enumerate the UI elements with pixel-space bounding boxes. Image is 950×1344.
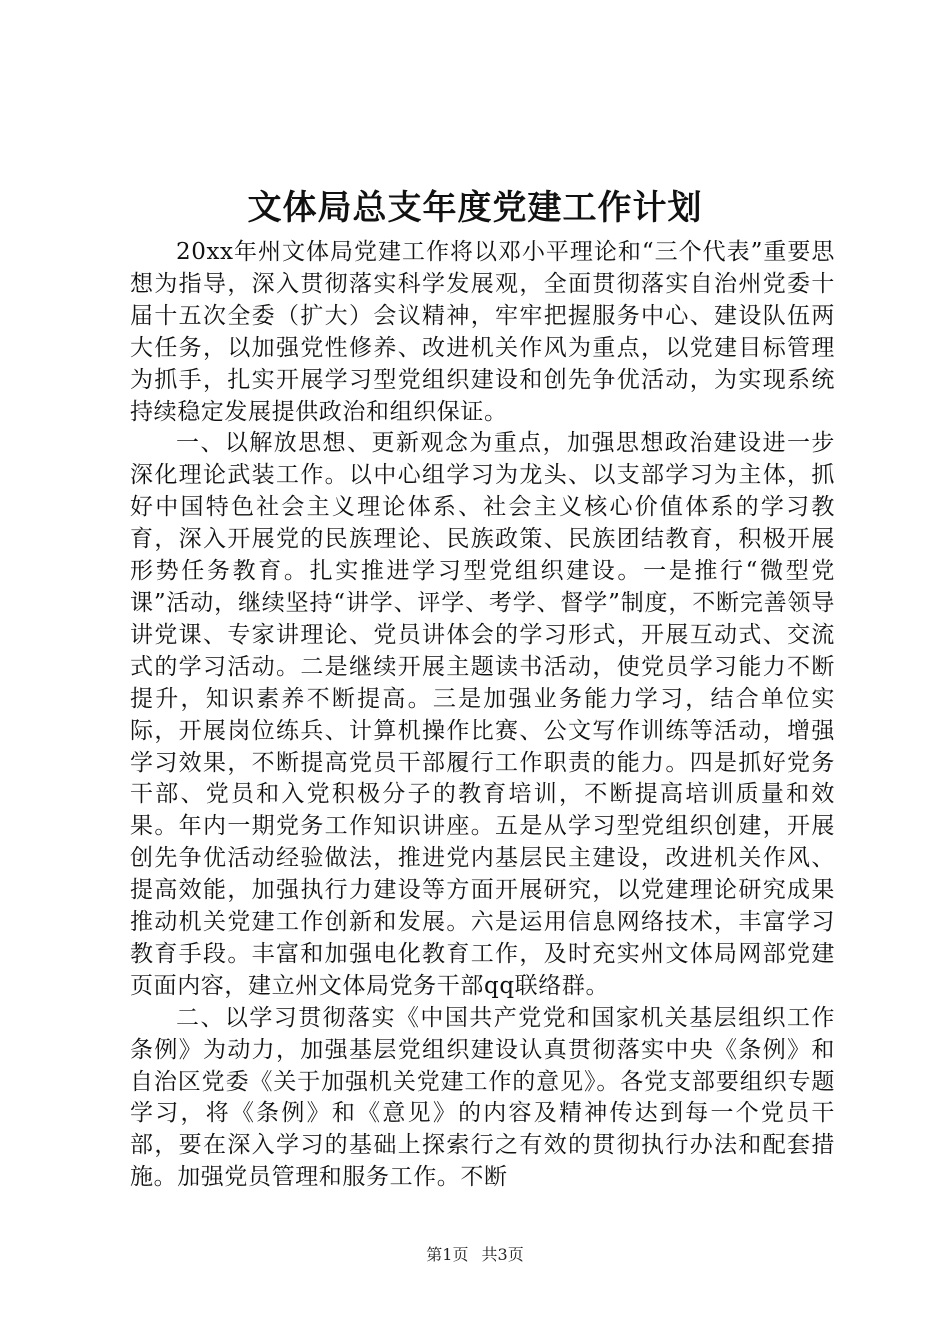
page-number: 第1页 bbox=[426, 1245, 469, 1264]
page-footer bbox=[0, 1245, 950, 1265]
paragraph-intro: 20xx年州文体局党建工作将以邓小平理论和“三个代表”重要思想为指导，深入贯彻落实科学发展观，全面贯彻落实自治州党委十届十五次全委（扩大）会议精神，牢牢把握服务中心、建设队伍两大任务，以加强党性修养、改进机关作风为重点，以党建目标管理为抓手，扎实开展学习型党组织建设和创先争优活动，为实现系统持续稳定发展提供政治和组织保证。 bbox=[130, 239, 835, 425]
page-total: 共3页 bbox=[481, 1245, 524, 1264]
document-title: 文体局总支年度党建工作计划 bbox=[247, 188, 703, 228]
paragraph-section-one: 一、以解放思想、更新观念为重点，加强思想政治建设进一步深化理论武装工作。以中心组学习为龙头、以支部学习为主体，抓好中国特色社会主义理论体系、社会主义核心价值体系的学习教育，深入开展党的民族理论、民族政策、民族团结教育，积极开展形势任务教育。扎实推进学习型党组织建设。一是推行“微型党课”活动，继续坚持“讲学、评学、考学、督学”制度，不断完善领导讲党课、专家讲理论、党员讲体会的学习形式，开展互动式、交流式的学习活动。二是继续开展主题读书活动，使党员学习能力不断提升，知识素养不断提高。三是加强业务能力学习，结合单位实际，开展岗位练兵、计算机操作比赛、公文写作训练等活动，增强学习效果，不断提高党员干部履行工作职责的能力。四是抓好党务干部、党员和入党积极分子的教育培训，不断提高培训质量和效果。年内一期党务工作知识讲座。五是从学习型党组织创建，开展创先争优活动经验做法，推进党内基层民主建设，改进机关作风、提高效能，加强执行力建设等方面开展研究，以党建理论研究成果推动机关党建工作创新和发展。六是运用信息网络技术，丰富学习教育手段。丰富和加强电化教育工作，及时充实州文体局网部党建页面内容，建立州文体局党务干部qq联络群。 bbox=[130, 430, 835, 999]
document-body bbox=[130, 237, 835, 1194]
paragraph-section-two: 二、以学习贯彻落实《中国共产党党和国家机关基层组织工作条例》为动力，加强基层党组织建设认真贯彻落实中央《条例》和自治区党委《关于加强机关党建工作的意见》。各党支部要组织专题学习，将《条例》和《意见》的内容及精神传达到每一个党员干部，要在深入学习的基础上探索行之有效的贯彻执行办法和配套措施。加强党员管理和服务工作。不断 bbox=[130, 1004, 835, 1191]
